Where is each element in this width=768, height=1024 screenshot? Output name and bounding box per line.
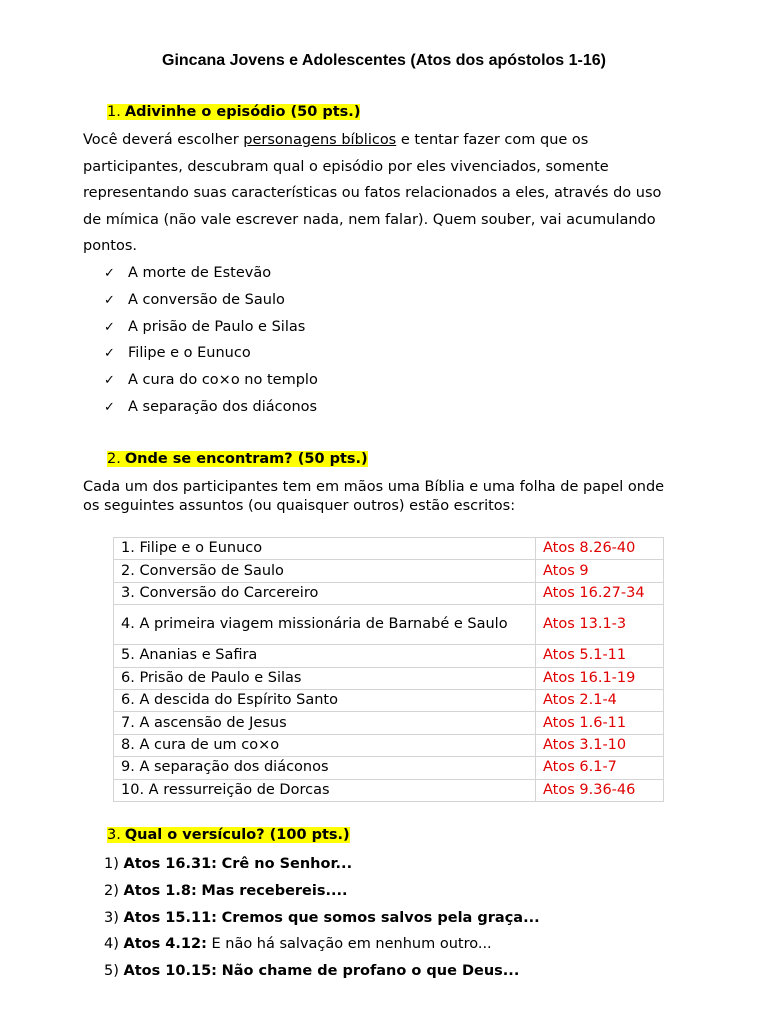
section2-title: Onde se encontram? (50 pts.) xyxy=(124,451,368,467)
topic-cell: 5. Ananias e Safira xyxy=(114,645,536,667)
reference-cell: Atos 5.1-11 xyxy=(536,645,664,667)
reference-cell: Atos 9 xyxy=(536,560,664,582)
verse-text: Cremos que somos salvos pela graça... xyxy=(221,909,540,926)
check-icon: ✓ xyxy=(104,346,115,362)
topic-cell: 1. Filipe e o Eunuco xyxy=(114,538,536,560)
document-title: Gincana Jovens e Adolescentes (Atos dos apóstolos 1-16) xyxy=(162,52,606,69)
topic-cell: 2. Conversão de Saulo xyxy=(114,560,536,582)
check-icon: ✓ xyxy=(104,292,115,308)
personagens-link[interactable]: personagens bíblicos xyxy=(243,132,397,148)
verse-list xyxy=(104,851,540,985)
section3-heading xyxy=(107,827,350,843)
check-icon: ✓ xyxy=(104,266,115,281)
list-item xyxy=(104,367,318,394)
topic-cell: 10. A ressurreição de Dorcas xyxy=(114,779,536,801)
verse-text: E não há salvação em nenhum outro... xyxy=(211,936,492,953)
section1-paragraph xyxy=(83,127,683,260)
episode-checklist xyxy=(104,260,318,421)
reference-cell: Atos 16.1-19 xyxy=(536,667,664,689)
check-icon: ✓ xyxy=(104,399,115,415)
list-item-label: A conversão de Saulo xyxy=(128,291,285,308)
list-item-label: A separação dos diáconos xyxy=(128,398,318,415)
list-item xyxy=(104,314,318,341)
table-row xyxy=(114,734,664,756)
list-item xyxy=(104,340,318,367)
verse-reference: Atos 4.12: xyxy=(123,936,207,953)
list-item xyxy=(104,878,540,905)
topic-cell: 8. A cura de um co×o xyxy=(114,734,536,756)
list-item xyxy=(104,260,318,287)
table-row xyxy=(114,538,664,560)
table-row xyxy=(114,757,664,779)
section2-number: 2. xyxy=(107,451,125,467)
table-row xyxy=(114,667,664,689)
check-icon: ✓ xyxy=(104,373,115,389)
verse-text: Não chame de profano o que Deus... xyxy=(221,963,520,980)
topic-cell: 4. A primeira viagem missionária de Barnabé e Saulo xyxy=(114,605,536,645)
reference-cell: Atos 13.1-3 xyxy=(536,605,664,645)
reference-cell: Atos 16.27-34 xyxy=(536,582,664,604)
reference-cell: Atos 2.1-4 xyxy=(536,689,664,711)
table-row xyxy=(114,645,664,667)
check-icon: ✓ xyxy=(104,319,115,335)
verse-number: 2) xyxy=(104,882,119,899)
reference-cell: Atos 8.26-40 xyxy=(536,538,664,560)
verse-text: Mas recebereis.... xyxy=(201,882,348,899)
list-item xyxy=(104,394,318,421)
references-table xyxy=(113,537,664,802)
verse-number: 1) xyxy=(104,856,119,872)
list-item xyxy=(104,851,540,878)
table-row xyxy=(114,689,664,711)
verse-reference: Atos 10.15: xyxy=(123,963,217,980)
list-item xyxy=(104,287,318,314)
list-item-label: A morte de Estevão xyxy=(128,265,272,281)
reference-cell: Atos 1.6-11 xyxy=(536,712,664,734)
section1-number: 1. xyxy=(107,104,125,120)
topic-cell: 6. A descida do Espírito Santo xyxy=(114,689,536,711)
table-row xyxy=(114,779,664,801)
section1-para-end: e tentar fazer com que os participantes, descubram qual o episódio por eles vivenciados, somente representando suas características ou fatos relacionados a eles, através do uso de mímica (não vale escrever nada, nem falar). Quem souber, vai acumulando pontos. xyxy=(83,132,662,254)
reference-cell: Atos 3.1-10 xyxy=(536,734,664,756)
section1-para-start: Você deverá escolher xyxy=(83,132,244,148)
verse-reference: Atos 1.8: xyxy=(123,882,197,899)
list-item xyxy=(104,958,540,985)
section2-heading xyxy=(107,451,368,467)
table-row xyxy=(114,712,664,734)
list-item-label: A prisão de Paulo e Silas xyxy=(128,318,306,335)
verse-text: Crê no Senhor... xyxy=(221,856,353,872)
table-row xyxy=(114,582,664,604)
section1-heading xyxy=(107,104,360,120)
verse-reference: Atos 16.31: xyxy=(123,856,217,872)
topic-cell: 9. A separação dos diáconos xyxy=(114,757,536,779)
verse-number: 3) xyxy=(104,909,119,926)
verse-reference: Atos 15.11: xyxy=(123,909,217,926)
topic-cell: 7. A ascensão de Jesus xyxy=(114,712,536,734)
topic-cell: 3. Conversão do Carcereiro xyxy=(114,582,536,604)
list-item xyxy=(104,931,540,958)
list-item-label: A cura do co×o no templo xyxy=(128,372,318,389)
section3-title: Qual o versículo? (100 pts.) xyxy=(124,827,350,843)
section3-number: 3. xyxy=(107,827,125,843)
reference-cell: Atos 9.36-46 xyxy=(536,779,664,801)
topic-cell: 6. Prisão de Paulo e Silas xyxy=(114,667,536,689)
list-item-label: Filipe e o Eunuco xyxy=(128,345,251,362)
table-row xyxy=(114,560,664,582)
table-row xyxy=(114,605,664,645)
section1-title: Adivinhe o episódio (50 pts.) xyxy=(124,104,361,120)
reference-cell: Atos 6.1-7 xyxy=(536,757,664,779)
verse-number: 5) xyxy=(104,963,119,980)
list-item xyxy=(104,905,540,932)
verse-number: 4) xyxy=(104,936,119,953)
section2-paragraph: Cada um dos participantes tem em mãos uma Bíblia e uma folha de papel onde os seguintes assuntos (ou quaisquer outros) estão escritos: xyxy=(83,479,665,514)
